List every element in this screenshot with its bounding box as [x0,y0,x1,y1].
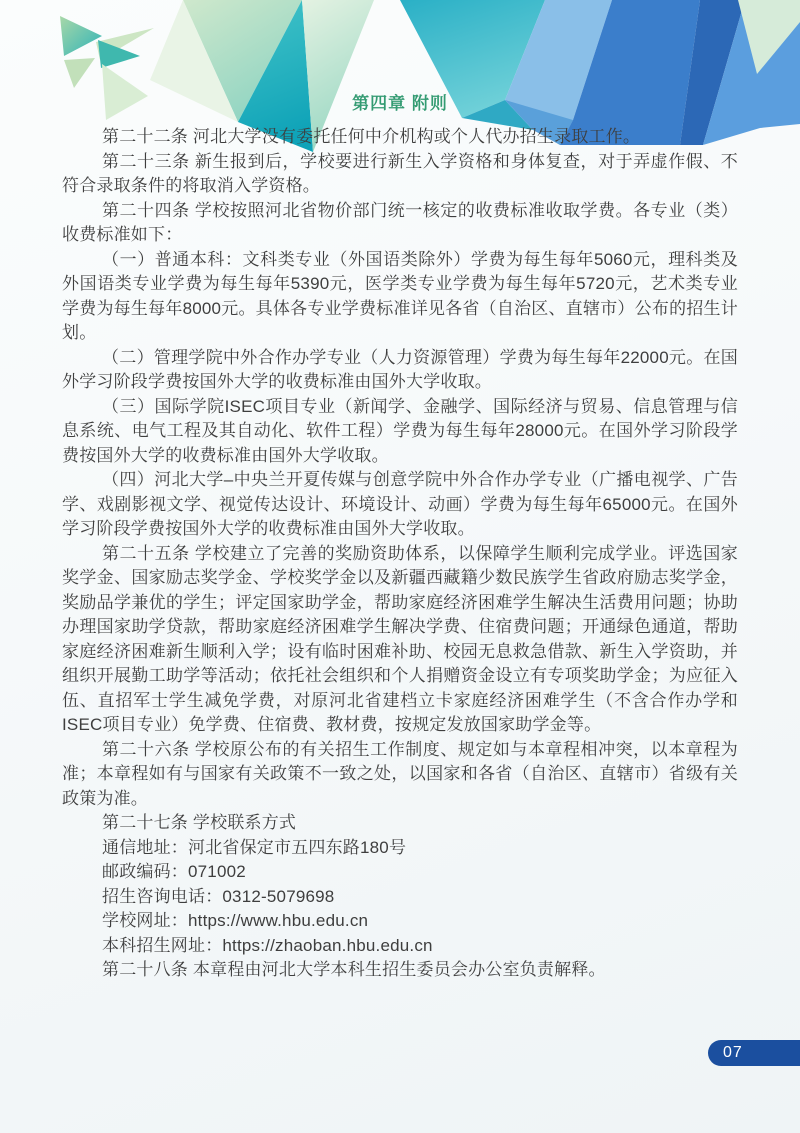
contact-postcode-line: 邮政编码：071002 [102,862,246,881]
triangle-icon [60,16,102,56]
paragraph-fee-item-3: （三）国际学院ISEC项目专业（新闻学、金融学、国际经济与贸易、信息管理与信息系统、电气工程及其自动化、软件工程）学费为每生每年28000元。在国外学习阶段学费按国外大学的收费标准由国外大学收取。 [62,396,738,465]
contact-admissions-site-line: 本科招生网址：https://zhaoban.hbu.edu.cn [102,935,433,955]
paragraph-article-25: 第二十五条 学校建立了完善的奖励资助体系，以保障学生顺利完成学业。评选国家奖学金、国家励志奖学金、学校奖学金以及新疆西藏籍少数民族学生省政府励志奖学金，奖励品学兼优的学生；评定国家助学金，帮助家庭经济困难学生解决生活费用问题；协助办理国家助学贷款，帮助家庭经济困难学生解决学费、住宿费问题；开通绿色通道，帮助家庭经济困难新生顺利入学；设有临时困难补助、校园无息救急借款、新生入学资助，并组织开展勤工助学等活动；依托社会组织和个人捐赠资金设立有专项奖助学金；为应征入伍、直招军士学生减免学费，对原河北省建档立卡家庭经济困难学生（不含合作办学和ISEC项目专业）免学费、住宿费、教材费，按规定发放国家助学金等。 [62,543,738,734]
page-number: 07 [723,1044,743,1061]
paragraph-article-27: 第二十七条 学校联系方式 [102,813,297,832]
contact-website-line: 学校网址：https://www.hbu.edu.cn [102,911,369,930]
paragraph-article-22: 第二十二条 河北大学没有委托任何中介机构或个人代办招生录取工作。 [102,127,641,146]
chapter-title: 第四章 附则 [352,94,448,113]
paragraph-fee-item-4: （四）河北大学–中央兰开夏传媒与创意学院中外合作办学专业（广播电视学、广告学、戏剧影视文学、视觉传达设计、环境设计、动画）学费为每生每年65000元。在国外学习阶段学费按国外大学的收费标准由国外大学收取。 [62,470,738,538]
document-content [62,92,738,983]
page-number-badge [708,1040,800,1066]
paragraph-fee-item-1: （一）普通本科：文科类专业（外国语类除外）学费为每生每年5060元，理科类及外国语类专业学费为每生每年5390元，医学类专业学费为每生每年5720元，艺术类专业学费为每生每年8000元。具体各专业学费标准详见各省（自治区、直辖市）公布的招生计划。 [62,249,738,342]
contact-address-line: 通信地址：河北省保定市五四东路180号 [102,837,407,857]
paragraph-article-26: 第二十六条 学校原公布的有关招生工作制度、规定如与本章程相冲突，以本章程为准；本章程如有与国家有关政策不一致之处，以国家和各省（自治区、直辖市）省级有关政策为准。 [62,739,738,808]
paragraph-article-24: 第二十四条 学校按照河北省物价部门统一核定的收费标准收取学费。各专业（类）收费标准如下： [62,200,738,244]
paragraph-article-23: 第二十三条 新生报到后，学校要进行新生入学资格和身体复查，对于弄虚作假、不符合录取条件的将取消入学资格。 [62,151,738,195]
paragraph-article-28: 第二十八条 本章程由河北大学本科生招生委员会办公室负责解释。 [102,960,606,979]
contact-phone-line: 招生咨询电话：0312-5079698 [102,886,335,906]
paragraph-fee-item-2: （二）管理学院中外合作办学专业（人力资源管理）学费为每生每年22000元。在国外学习阶段学费按国外大学的收费标准由国外大学收取。 [62,347,738,391]
triangle-icon [64,58,95,88]
